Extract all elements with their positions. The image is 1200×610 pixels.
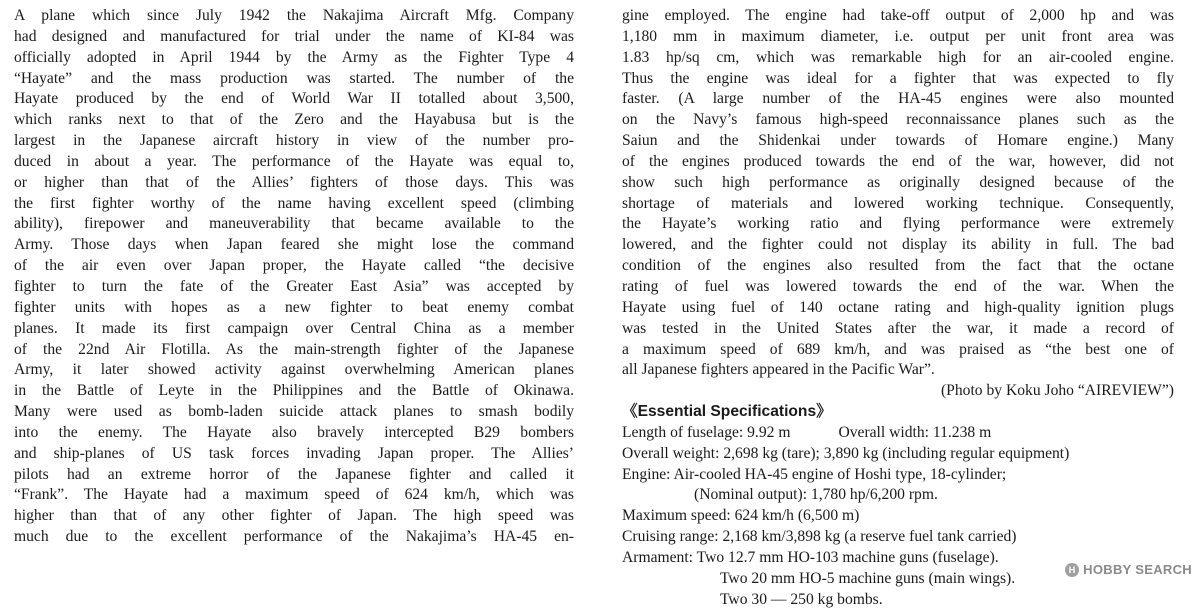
right-text-line: Thus the engine was ideal for a fighter that was expected to fly xyxy=(622,69,1174,87)
left-text-line: planes. It made its first campaign over Central China as a member xyxy=(14,319,574,337)
spec-max-speed: Maximum speed: 624 km/h (6,500 m) xyxy=(622,507,860,525)
right-text-line: a maximum speed of 689 km/h, and was praised as “the best one of xyxy=(622,340,1174,358)
right-text-line: gine employed. The engine had take-off output of 2,000 hp and was xyxy=(622,7,1174,24)
left-text-line: largest in the Japanese aircraft history in view of the number pro- xyxy=(14,132,574,150)
left-text-line: or higher than that of the Allies’ fighters of those days. This was xyxy=(14,173,574,191)
left-text-line: Hayate produced by the end of World War II totalled about 3,500, xyxy=(14,90,574,108)
spec-engine-output: (Nominal output): 1,780 hp/6,200 rpm. xyxy=(694,486,938,504)
left-text-line: “Hayate” and the mass production was started. The number of the xyxy=(14,69,574,87)
right-text-line: of the engines produced towards the end of the war, however, did not xyxy=(622,152,1174,170)
hobby-search-logo-icon: H xyxy=(1065,563,1079,577)
right-text-line: was tested in the United States after the war, it made a record of xyxy=(622,319,1174,337)
spec-armament-1: Armament: Two 12.7 mm HO-103 machine guns (fuselage). xyxy=(622,548,999,566)
specifications-block xyxy=(622,402,1174,610)
left-text-line: “Frank”. The Hayate had a maximum speed of 624 km/h, which was xyxy=(14,486,574,504)
right-text-line: Saiun and the Shidenkai under towards of Homare engine.) Many xyxy=(622,132,1174,150)
left-text-line: the first fighter worthy of the name having excellent speed (climbing xyxy=(14,194,574,212)
watermark-text: HOBBY SEARCH xyxy=(1083,562,1192,577)
right-text-line: the Hayate’s working ratio and flying performance were extremely xyxy=(622,215,1174,233)
right-text-line: Hayate using fuel of 140 octane rating and high-quality ignition plugs xyxy=(622,298,1174,316)
right-text-line: rating of fuel was lowered towards the end of the war. When the xyxy=(622,277,1174,295)
spec-length: Length of fuselage: 9.92 m xyxy=(622,423,791,441)
left-text-line: of the air even over Japan proper, the Hayate called “the decisive xyxy=(14,257,574,275)
left-text-line: into the enemy. The Hayate also bravely intercepted B29 bombers xyxy=(14,423,574,441)
left-text-line: had designed and manufactured for trial under the name of KI-84 was xyxy=(14,27,574,45)
left-text-line: pilots had an extreme horror of the Japanese fighter and called it xyxy=(14,465,574,483)
left-text-line: much due to the excellent performance of the Nakajima’s HA-45 en- xyxy=(14,528,574,546)
right-text-column xyxy=(622,6,1174,610)
right-text-line: lowered, and the fighter could not display its ability in full. The bad xyxy=(622,236,1174,254)
spec-armament-2: Two 20 mm HO-5 machine guns (main wings). xyxy=(720,569,1016,587)
left-text-line: of the 22nd Air Flotilla. As the main-strength fighter of the Japanese xyxy=(14,340,574,358)
left-text-line: duced in about a year. The performance of the Hayate was equal to, xyxy=(14,152,574,170)
right-text-line: faster. (A large number of the HA-45 engines were also mounted xyxy=(622,90,1174,108)
left-text-line: Many were used as bomb-laden suicide attack planes to smash bodily xyxy=(14,403,574,421)
left-text-column xyxy=(14,6,574,548)
left-text-line: and ship-planes of US task forces invading Japan proper. The Allies’ xyxy=(14,444,574,462)
spec-width: Overall width: 11.238 m xyxy=(838,423,992,441)
spec-armament-3: Two 30 — 250 kg bombs. xyxy=(720,590,883,608)
left-text-line: Army, it later showed activity against overwhelming American planes xyxy=(14,361,574,379)
right-text-line: shortage of materials and lowered working technique. Consequently, xyxy=(622,194,1174,212)
right-text-line: all Japanese fighters appeared in the Pacific War”. xyxy=(622,361,935,379)
spec-weight: Overall weight: 2,698 kg (tare); 3,890 kg (including regular equipment) xyxy=(622,444,1070,462)
right-text-line: show such high performance as originally designed because of the xyxy=(622,173,1174,191)
left-text-line: Army. Those days when Japan feared she might lose the command xyxy=(14,236,574,254)
left-text-line: in the Battle of Leyte in the Philippines and the Battle of Okinawa. xyxy=(14,382,574,400)
spec-cruising-range: Cruising range: 2,168 km/3,898 kg (a reserve fuel tank carried) xyxy=(622,528,1017,546)
left-text-line: higher than that of any other fighter of Japan. The high speed was xyxy=(14,507,574,525)
right-paragraph xyxy=(622,6,1174,381)
left-text-line: fighter to turn the fate of the Greater East Asia” was accepted by xyxy=(14,277,574,295)
left-text-line: officially adopted in April 1944 by the Army as the Fighter Type 4 xyxy=(14,48,574,66)
left-text-line: A plane which since July 1942 the Nakajima Aircraft Mfg. Company xyxy=(14,7,574,24)
left-text-line: ability), firepower and maneuverability that became available to the xyxy=(14,215,574,233)
specifications-heading: 《Essential Specifications》 xyxy=(622,403,832,421)
spec-engine: Engine: Air-cooled HA-45 engine of Hoshi type, 18-cylinder; xyxy=(622,465,1007,483)
left-text-line: which ranks next to that of the Zero and the Hayabusa but is the xyxy=(14,111,574,129)
right-text-line: on the Navy’s famous high-speed reconnaissance planes such as the xyxy=(622,111,1174,129)
right-text-line: 1.83 hp/sq cm, which was remarkable high for an air-cooled engine. xyxy=(622,48,1174,66)
hobby-search-watermark xyxy=(1065,562,1192,577)
right-text-line: 1,180 mm in maximum diameter, i.e. output per unit front area was xyxy=(622,27,1174,45)
left-text-line: fighter units with hopes as a new fighter to beat enemy combat xyxy=(14,298,574,316)
spec-dimensions-row xyxy=(622,423,1174,444)
photo-credit: (Photo by Koku Joho “AIREVIEW”) xyxy=(940,382,1174,400)
right-text-line: condition of the engines also resulted from the fact that the octane xyxy=(622,257,1174,275)
